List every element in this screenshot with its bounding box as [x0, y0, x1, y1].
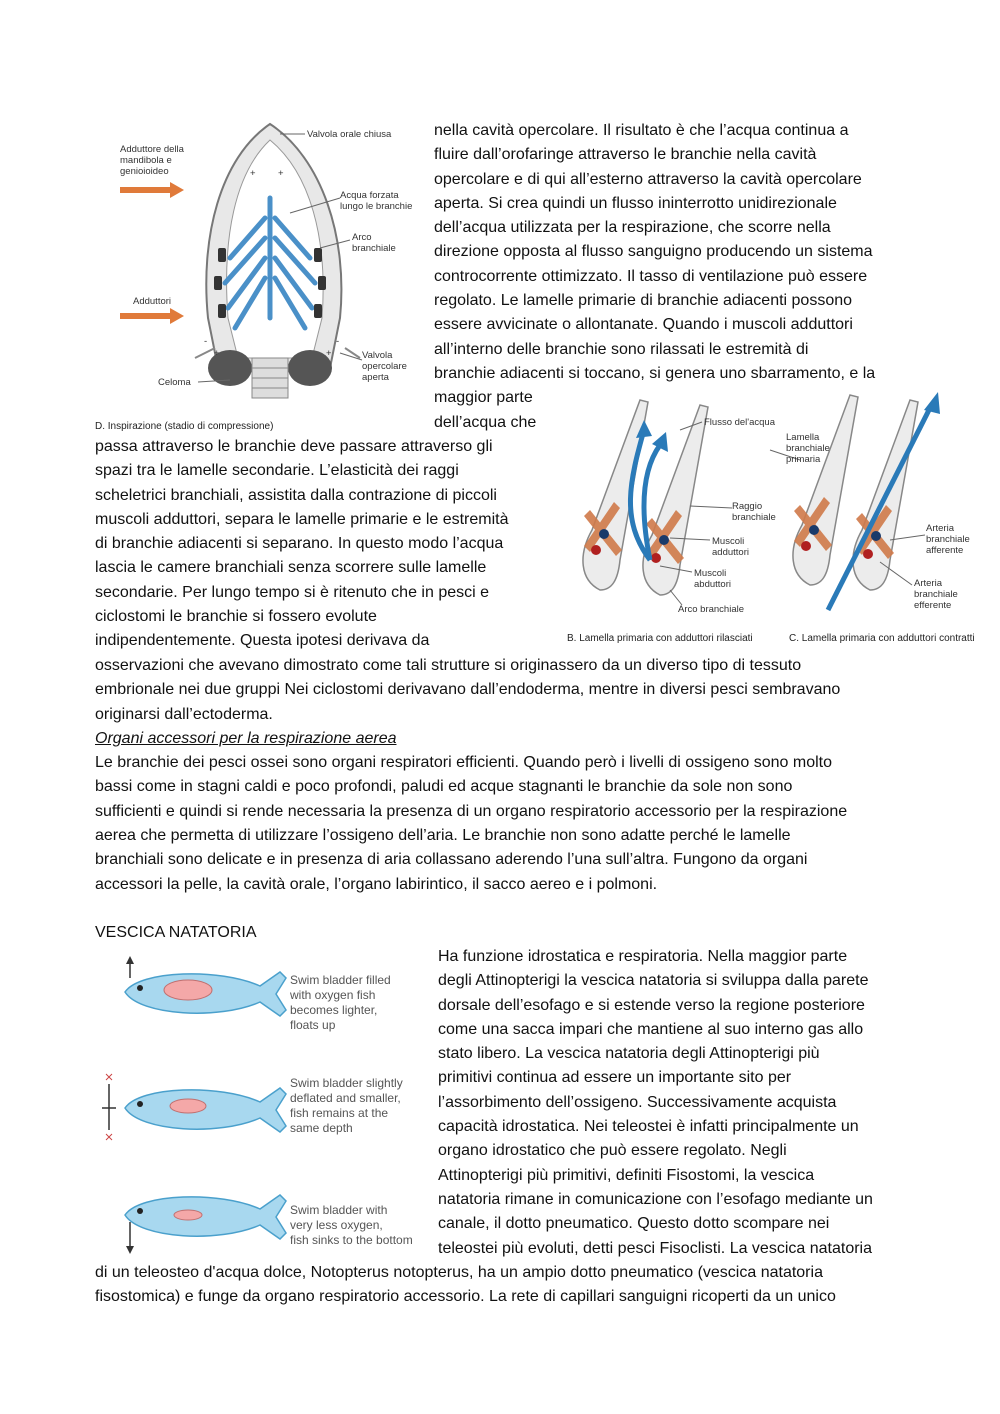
text-line: come una sacca impari che mantiene al suo interno gas allo [438, 1020, 864, 1038]
text-line: di un teleosteo d'acqua dolce, Notopterus notopterus, ha un ampio dotto pneumatico (vescica natatoria [95, 1264, 823, 1281]
paragraph-block-1 [434, 119, 875, 435]
text-line: branchie adiacenti si toccano, si genera uno sbarramento, e la [434, 364, 876, 382]
figure-d-label-acqua-forzata: Acqua forzata lungo le branchie [340, 190, 413, 212]
text-line: essere avvicinate o allontanate. Quando i muscoli adduttori [434, 316, 853, 334]
figure-d-inspiration-diagram [100, 118, 430, 438]
text-line: osservazioni che avevano dimostrato come tali strutture si originassero da un diverso tipo di tessuto [95, 657, 802, 674]
fish-sinks [125, 1195, 286, 1254]
text-line: controcorrente ottimizzato. Il tasso di ventilazione può essere [434, 267, 868, 285]
text-line: organo idrostatico che può essere regolato. Negli [438, 1142, 787, 1160]
text-line: l’assorbimento dell’ossigeno. Successivamente acquista [438, 1093, 837, 1111]
fish-floats-up [125, 956, 286, 1016]
figure-d-label-arco: Arco branchiale [352, 232, 396, 254]
text-line: maggior parte [434, 389, 533, 407]
fish-same-depth [102, 1074, 286, 1140]
text-line: sufficienti e quindi si rende necessaria la presenza di un organo respiratorio accessorio per la respirazione [95, 802, 848, 820]
text-line: all’interno delle branchie sono rilassati le estremità di [434, 340, 809, 358]
figure-d-label-adduttore: Adduttore della mandibola e genioioideo [120, 144, 184, 177]
text-line: teleostei più evoluti, detti pesci Fisoclisti. La vescica natatoria [438, 1239, 872, 1257]
figure-bc-label-muscoli-adduttori: Muscoli adduttori [712, 536, 749, 558]
figure-bc-label-arteria-efferente: Arteria branchiale efferente [914, 578, 958, 611]
text-line: indipendentemente. Questa ipotesi derivava da [95, 632, 430, 650]
text-line: stato libero. La vescica natatoria degli Attinopterigi più [438, 1045, 820, 1063]
figure-bc-label-muscoli-abduttori: Muscoli abduttori [694, 568, 731, 590]
fish-label-2: Swim bladder slightly deflated and smaller, fish remains at the same depth [290, 1076, 403, 1135]
fish-label-1: Swim bladder filled with oxygen fish becomes lighter, floats up [290, 973, 391, 1032]
section-heading-vescica-natatoria: VESCICA NATATORIA [95, 924, 257, 941]
text-line: aerea che permetta di utilizzare l’ossigeno dell’aria. Le branchie non sono adatte perché le lamelle [95, 827, 791, 845]
figure-bc-label-lamella: Lamella branchiale primaria [786, 432, 830, 465]
text-line: di branchie adiacenti si separano. In questo modo l’acqua [95, 535, 504, 553]
text-line: passa attraverso le branchie deve passare attraverso gli [95, 438, 493, 455]
figure-d-label-valvola-chiusa: Valvola orale chiusa [307, 129, 392, 140]
figure-swim-bladder-fish [100, 950, 430, 1260]
text-line: muscoli adduttori, separa le lamelle primarie e le estremità [95, 510, 509, 528]
text-line: opercolare e di qui all’esterno attraverso la cavità opercolare [434, 170, 862, 188]
text-line: scheletrici branchiali, assistita dalla contrazione di piccoli [95, 486, 497, 504]
figure-d-label-adduttori: Adduttori [133, 296, 172, 307]
svg-text:-: - [336, 336, 340, 347]
svg-text:+: + [326, 348, 332, 359]
paragraph-block-3 [95, 654, 847, 897]
figure-bc-label-arco: Arco branchiale [678, 604, 745, 615]
svg-text:+: + [250, 168, 256, 179]
text-line: capacità idrostatica. Nei teleostei è infatti principalmente un [438, 1118, 859, 1136]
text-line: natatoria rimane in comunicazione con l’esofago mediante un [438, 1190, 873, 1208]
svg-text:-: - [204, 336, 208, 347]
paragraph-block-5 [438, 945, 873, 1261]
figure-d-label-celoma: Celoma [158, 377, 191, 388]
text-line: secondarie. Per lungo tempo si è ritenuto che in pesci e [95, 583, 490, 601]
figure-bc-label-flusso: Flusso del'acqua [704, 417, 775, 428]
paragraph-block-2 [95, 435, 509, 654]
fish-label-3: Swim bladder with very less oxygen, fish sinks to the bottom [290, 1203, 413, 1247]
figure-bc-label-raggio: Raggio branchiale [732, 501, 776, 523]
text-line: fluire dall’orofaringe attraverso le branchie nella cavità [434, 146, 817, 164]
text-line: ciclostomi le branchie si fossero evolute [95, 608, 377, 626]
text-line: dorsale dell’esofago e si estende verso la regione posteriore [438, 996, 865, 1014]
text-line: regolato. Le lamelle primarie di branchie adiacenti possono [434, 292, 853, 310]
text-line: aperta. Si crea quindi un flusso ininterrotto unidirezionale [434, 194, 837, 212]
text-line: dell’acqua utilizzata per la respirazione, che scorre nella [434, 219, 831, 237]
text-line: primitivi continua ad essere un importante sito per [438, 1069, 792, 1087]
text-line: branchiali sono delicate e in presenza di aria collassano aderendo l’una sull’altra. Fungono da organi [95, 851, 808, 869]
svg-text:+: + [214, 348, 220, 359]
text-line: canale, il dotto pneumatico. Questo dotto scompare nei [438, 1215, 830, 1233]
text-line: accessori la pelle, la cavità orale, l’organo labirintico, il sacco aereo e i polmoni. [95, 875, 658, 893]
text-line: direzione opposta al flusso sanguigno producendo un sistema [434, 243, 873, 261]
text-line: dell’acqua che [434, 413, 537, 431]
text-line: Le branchie dei pesci ossei sono organi respiratori efficienti. Quando però i livelli di ossigeno sono molto [95, 754, 833, 772]
text-line: bassi come in stagni caldi e poco profondi, paludi ed acque stagnanti le branchie da sole non sono [95, 778, 793, 796]
figure-b-caption: B. Lamella primaria con adduttori rilasciati [567, 633, 753, 644]
text-line: degli Attinopterigi la vescica natatoria si sviluppa dalla parete [438, 972, 869, 990]
section-heading-organi-accessori: Organi accessori per la respirazione aerea [95, 729, 397, 747]
text-line: nella cavità opercolare. Il risultato è che l’acqua continua a [434, 122, 849, 139]
text-line: lascia le camere branchiali senza scorrere sulle lamelle [95, 559, 487, 577]
text-line: embrionale nei due gruppi Nei ciclostomi derivavano dall’endoderma, mentre in diversi pesci sembravano [95, 681, 841, 699]
text-line: originarsi dall’ectoderma. [95, 705, 273, 723]
figure-bc-label-arteria-afferente: Arteria branchiale afferente [926, 523, 970, 556]
figure-d-caption: D. Inspirazione (stadio di compressione) [95, 421, 274, 432]
text-line: Attinopterigi più primitivi, definiti Fisostomi, la vescica [438, 1166, 815, 1184]
svg-text:+: + [278, 168, 284, 179]
figure-d-label-valvola-aperta: Valvola opercolare aperta [362, 350, 407, 383]
paragraph-block-6 [95, 1261, 836, 1310]
figure-c-caption: C. Lamella primaria con adduttori contratti [789, 633, 975, 644]
text-line: spazi tra le lamelle secondarie. L’elasticità dei raggi [95, 462, 459, 480]
text-line: fisostomica) e funge da organo respiratorio accessorio. La rete di capillari sanguigni ricoperti da un unico [95, 1288, 836, 1306]
text-line: Ha funzione idrostatica e respiratoria. Nella maggior parte [438, 948, 848, 965]
